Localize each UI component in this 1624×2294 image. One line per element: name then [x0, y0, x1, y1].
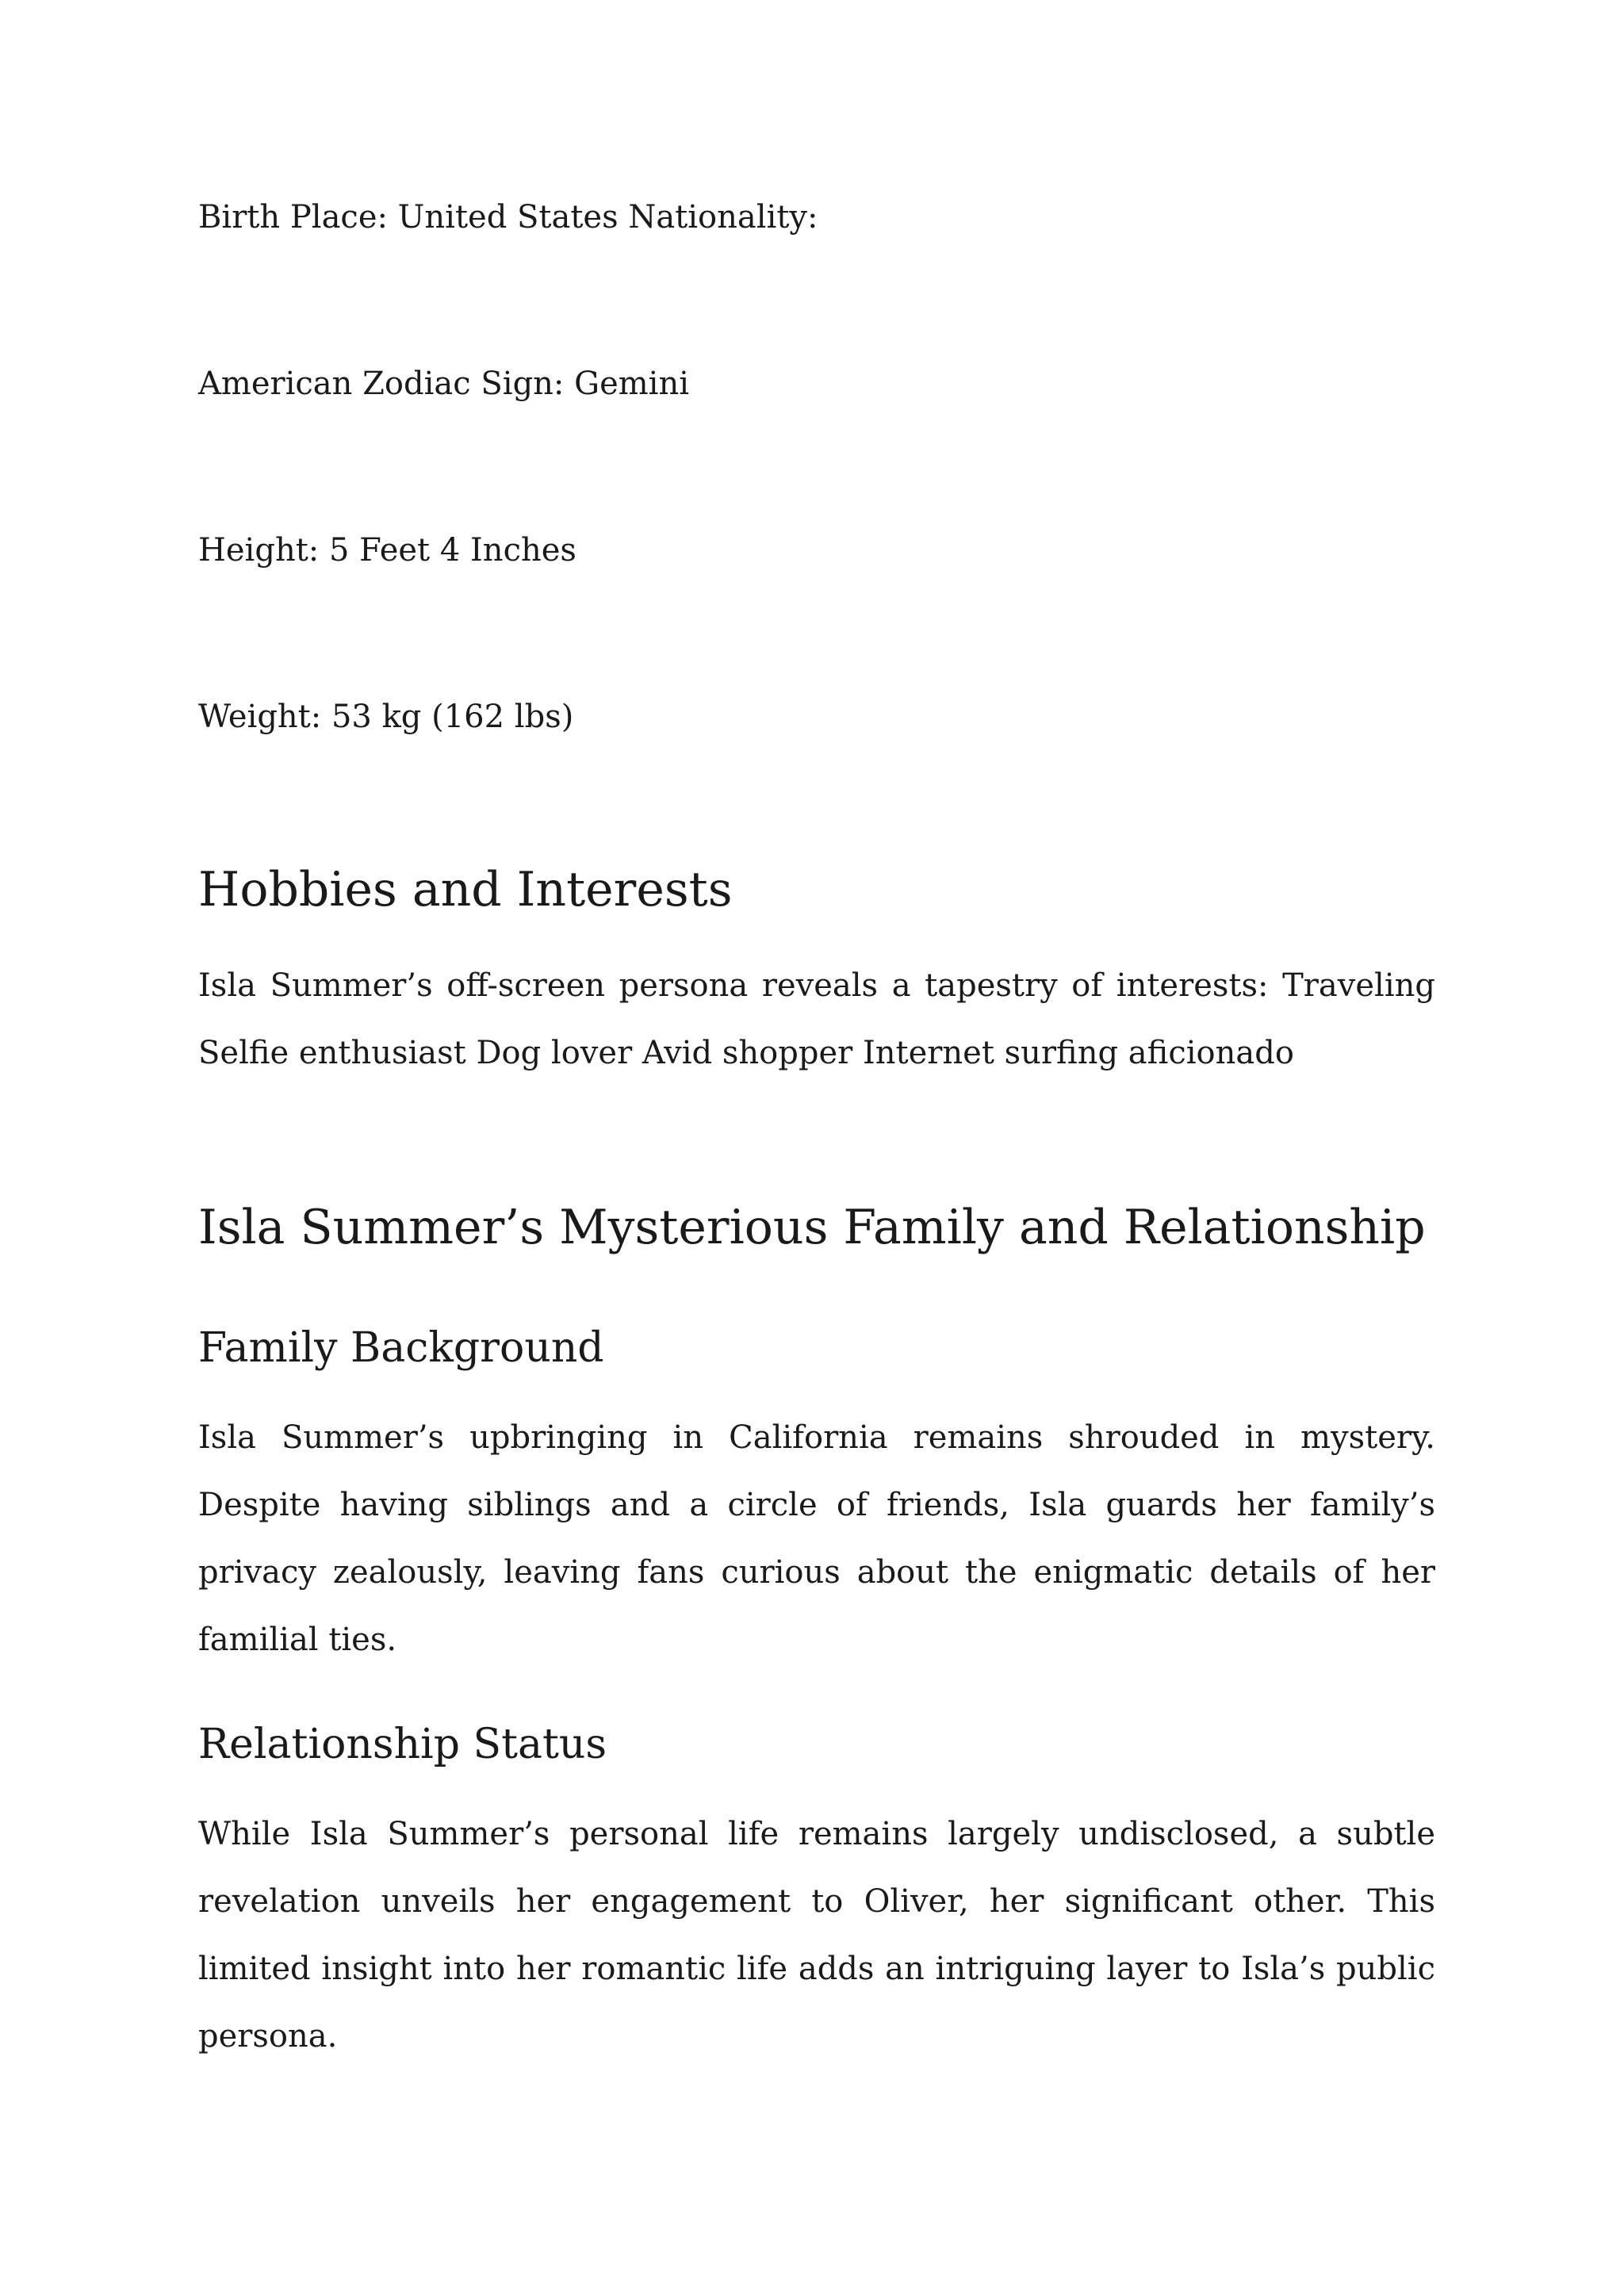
birth-place-line: Birth Place: United States Nationality:	[198, 199, 818, 236]
height-line: Height: 5 Feet 4 Inches	[198, 532, 576, 569]
family-relationship-heading: Isla Summer’s Mysterious Family and Relationship	[198, 1200, 1426, 1255]
hobbies-paragraph: Isla Summer’s off-screen persona reveals a tapestry of interests: Traveling Selfie enthusiast Dog lover Avid shopper Internet surfing aficionado	[198, 967, 1435, 1071]
relationship-status-heading: Relationship Status	[198, 1721, 607, 1768]
hobbies-heading: Hobbies and Interests	[198, 862, 733, 917]
weight-line: Weight: 53 kg (162 lbs)	[198, 699, 574, 735]
family-background-heading: Family Background	[198, 1324, 604, 1372]
relationship-status-paragraph: While Isla Summer’s personal life remains largely undisclosed, a subtle revelation unveils her engagement to Oliver, her significant other. This limited insight into her romantic life adds an intriguing layer to Isla’s public persona.	[198, 1816, 1435, 2055]
zodiac-line: American Zodiac Sign: Gemini	[198, 366, 690, 402]
family-background-paragraph: Isla Summer’s upbringing in California remains shrouded in mystery. Despite having siblings and a circle of friends, Isla guards her family’s privacy zealously, leaving fans curious about the enigmatic details of her familial ties.	[198, 1419, 1435, 1658]
